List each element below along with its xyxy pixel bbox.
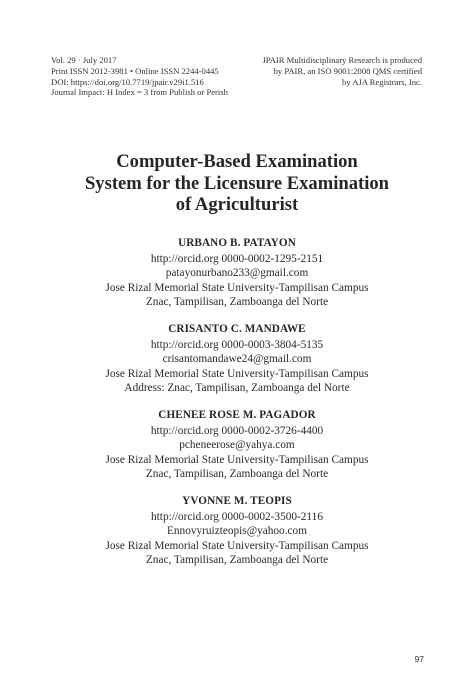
author-name: CHENEE ROSE M. PAGADOR <box>158 408 316 421</box>
publisher-line: by PAIR, an ISO 9001:2008 QMS certified <box>273 65 422 76</box>
author-affiliation: Jose Rizal Memorial State University-Tampilisan Campus <box>105 281 369 294</box>
paper-title-line: Computer-Based Examination <box>116 151 358 172</box>
author-block <box>0 494 474 568</box>
author-name: CRISANTO C. MANDAWE <box>168 322 306 335</box>
journal-info-header <box>51 55 228 98</box>
publisher-line: JPAIR Multidisciplinary Research is produced <box>262 55 422 65</box>
author-list <box>0 236 474 580</box>
author-address: Znac, Tampilisan, Zamboanga del Norte <box>145 554 329 567</box>
author-orcid[interactable]: http://orcid.org 0000-0002-3500-2116 <box>151 510 323 523</box>
author-orcid[interactable]: http://orcid.org 0000-0002-3726-4400 <box>150 424 324 437</box>
author-email[interactable]: Ennovyruizteopis@yahoo.com <box>167 525 307 538</box>
journal-doi: DOI: https://doi.org/10.7719/jpair.v29i1.516 <box>51 76 204 87</box>
journal-issn: Print ISSN 2012-3981 • Online ISSN 2244-0445 <box>51 65 219 76</box>
author-email[interactable]: crisantomandawe24@gmail.com <box>162 353 312 366</box>
author-email[interactable]: pcheneerose@yahya.com <box>179 439 295 452</box>
page-number: 97 <box>414 654 424 664</box>
publisher-line: by AJA Registrars, Inc. <box>342 76 422 87</box>
author-affiliation: Jose Rizal Memorial State University-Tampilisan Campus <box>105 539 369 552</box>
author-address: Address: Znac, Tampilisan, Zamboanga del Norte <box>124 382 350 395</box>
author-name: YVONNE M. TEOPIS <box>182 494 292 507</box>
author-address: Znac, Tampilisan, Zamboanga del Norte <box>145 468 329 481</box>
paper-title-line: System for the Licensure Examination <box>84 172 390 194</box>
author-orcid[interactable]: http://orcid.org 0000-0002-1295-2151 <box>150 252 324 265</box>
author-affiliation: Jose Rizal Memorial State University-Tampilisan Campus <box>105 453 369 466</box>
author-affiliation: Jose Rizal Memorial State University-Tampilisan Campus <box>105 367 369 380</box>
author-block <box>0 322 474 396</box>
author-block <box>0 408 474 482</box>
author-email[interactable]: patayonurbano233@gmail.com <box>165 267 309 280</box>
author-orcid[interactable]: http://orcid.org 0000-0003-3804-5135 <box>150 338 324 351</box>
journal-volume-date: Vol. 29 · July 2017 <box>51 55 117 65</box>
author-name: URBANO B. PATAYON <box>178 237 296 249</box>
author-address: Znac, Tampilisan, Zamboanga del Norte <box>145 296 329 309</box>
publisher-info-header <box>262 55 422 87</box>
author-block <box>0 236 474 310</box>
paper-title-line: of Agriculturist <box>175 194 299 215</box>
paper-title <box>0 151 474 216</box>
journal-impact: Journal Impact: H Index = 3 from Publish or Perish <box>51 87 228 98</box>
